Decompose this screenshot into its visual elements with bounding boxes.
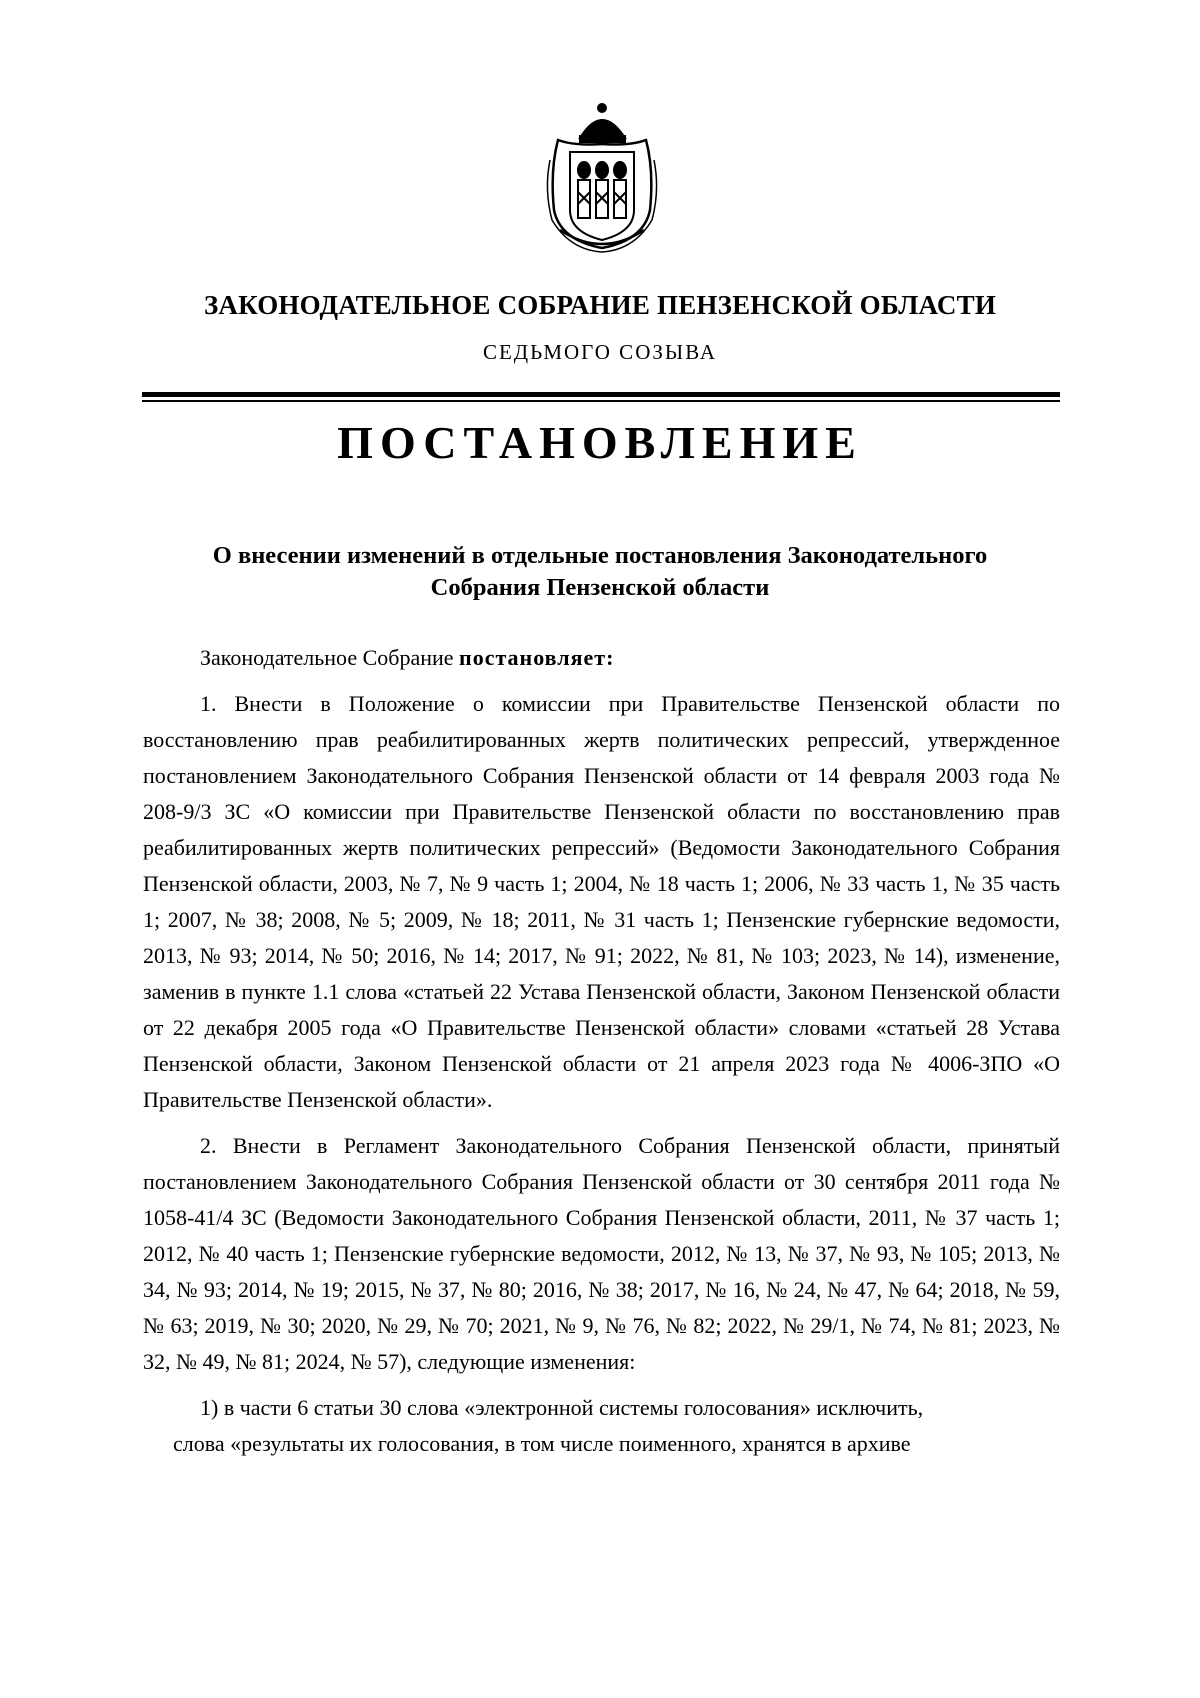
- item-2-paragraph: 2. Внести в Регламент Законодательного Собрания Пензенской области, принятый постановлением Законодательного Собрания Пензенской области от 30 сентября 2011 года № 1058-41/4 ЗС (Ведомости Законодательного Собрания Пензенской области, 2011, № 37 часть 1; 2012, № 40 часть 1; Пензенские губернские ведомости, 2012, № 13, № 37, № 93, № 105; 2013, № 34, № 93; 2014, № 19; 2015, № 37, № 80; 2016, № 38; 2017, № 16, № 24, № 47, № 64; 2018, № 59, № 63; 2019, № 30; 2020, № 29, № 70; 2021, № 9, № 76, № 82; 2022, № 29/1, № 74, № 81; 2023, № 32, № 49, № 81; 2024, № 57), следующие изменения:: [143, 1133, 1060, 1374]
- subject-line-1: О внесении изменений в отдельные постановления Законодательного: [212, 542, 988, 569]
- header-divider-thick: [142, 392, 1060, 397]
- subitem-1-line-2: слова «результаты их голосования, в том числе поименного, хранятся в архиве: [173, 1431, 911, 1456]
- convocation-label: СЕДЬМОГО СОЗЫВА: [482, 340, 718, 364]
- coat-of-arms-icon: [540, 100, 665, 255]
- document-subject: [120, 540, 1080, 604]
- subitem-1-line-1: 1) в части 6 статьи 30 слова «электронной системы голосования» исключить,: [200, 1395, 924, 1420]
- resolves-paragraph: [143, 640, 1060, 676]
- document-type-title: ПОСТАНОВЛЕНИЕ: [337, 417, 863, 468]
- resolves-keyword: постановляет:: [459, 645, 615, 670]
- document-body: [143, 640, 1060, 1462]
- subject-line-2: Собрания Пензенской области: [430, 574, 770, 601]
- item-1-paragraph: 1. Внести в Положение о комиссии при Правительстве Пензенской области по восстановлению прав реабилитированных жертв политических репрессий, утвержденное постановлением Законодательного Собрания Пензенской области от 14 февраля 2003 года № 208-9/3 ЗС «О комиссии при Правительстве Пензенской области по восстановлению прав реабилитированных жертв политических репрессий» (Ведомости Законодательного Собрания Пензенской области, 2003, № 7, № 9 часть 1; 2004, № 18 часть 1; 2006, № 33 часть 1, № 35 часть 1; 2007, № 38; 2008, № 5; 2009, № 18; 2011, № 31 часть 1; Пензенские губернские ведомости, 2013, № 93; 2014, № 50; 2016, № 14; 2017, № 91; 2022, № 81, № 103; 2023, № 14), изменение, заменив в пункте 1.1 слова «статьей 22 Устава Пензенской области, Законом Пензенской области от 22 декабря 2005 года «О Правительстве Пензенской области» словами «статьей 28 Устава Пензенской области, Законом Пензенской области от 21 апреля 2023 года № 4006-ЗПО «О Правительстве Пензенской области».: [143, 691, 1060, 1112]
- org-title: ЗАКОНОДАТЕЛЬНОЕ СОБРАНИЕ ПЕНЗЕНСКОЙ ОБЛАСТИ: [203, 290, 997, 320]
- header-divider-thin: [142, 400, 1060, 402]
- resolves-prefix: Законодательное Собрание: [200, 645, 460, 670]
